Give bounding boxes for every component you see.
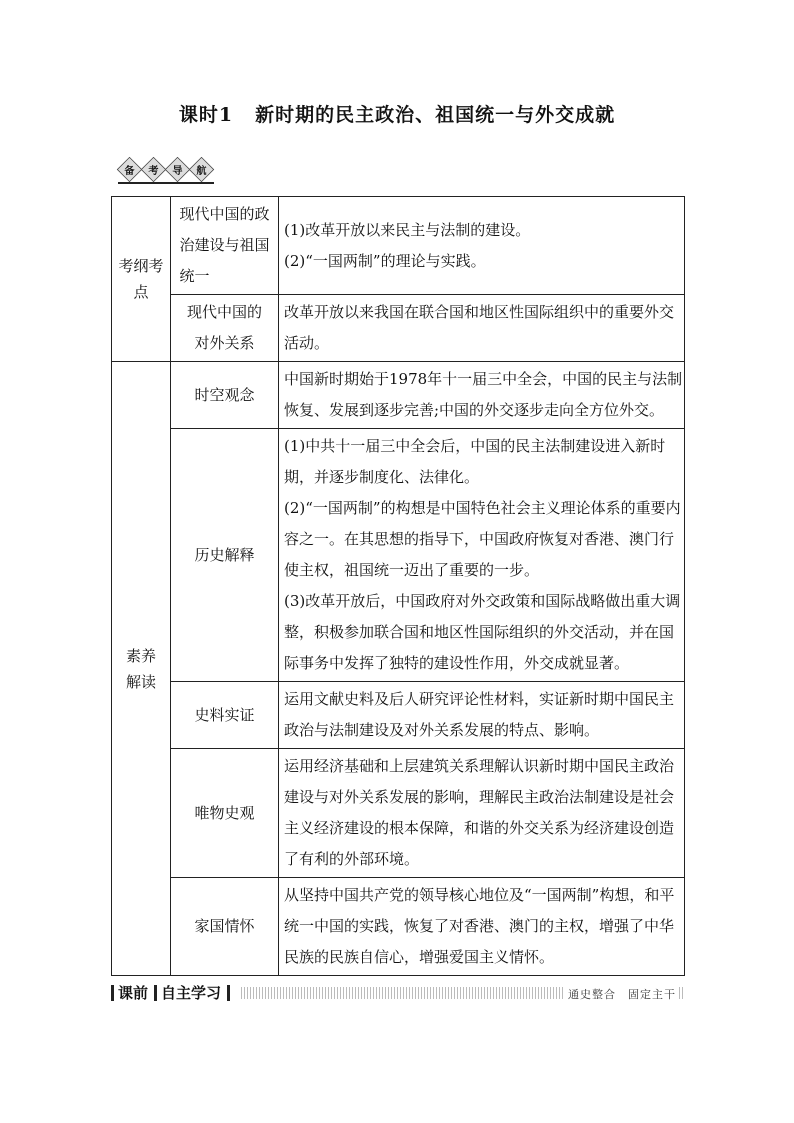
content-cell: (1)改革开放以来民主与法制的建设。 (2)“一国两制”的理论与实践。 [279, 197, 685, 295]
topic-cell: 家国情怀 [171, 878, 279, 976]
content-cell: 运用经济基础和上层建筑关系理解认识新时期中国民主政治建设与对外关系发展的影响，理解民主政治法制建设是社会主义经济建设的根本保障，和谐的外交关系为经济建设创造了有利的外部环境。 [279, 749, 685, 878]
lesson-title: 新时期的民主政治、祖国统一与外交成就 [255, 104, 616, 126]
syllabus-table [111, 196, 685, 976]
topic-cell: 史料实证 [171, 682, 279, 749]
nav-diamond: 考 [141, 157, 166, 182]
content-cell: 从坚持中国共产党的领导核心地位及“一国两制”构想，和平统一中国的实践，恢复了对香港、澳门的主权，增强了中华民族的民族自信心，增强爱国主义情怀。 [279, 878, 685, 976]
banner-label-b: 自主学习 [161, 984, 222, 1002]
table-row [112, 429, 685, 682]
content-cell: 运用文献史料及后人研究评论性材料，实证新时期中国民主政治与法制建设及对外关系发展的特点、影响。 [279, 682, 685, 749]
outline-label: 考纲考点 [112, 197, 171, 362]
nav-diamond: 备 [117, 157, 142, 182]
table-row [112, 197, 685, 295]
nav-diamond: 导 [165, 157, 190, 182]
exam-navigation-badge [118, 158, 214, 184]
content-cell: 中国新时期始于1978年十一届三中全会，中国的民主与法制恢复、发展到逐步完善;中国的外交逐步走向全方位外交。 [279, 362, 685, 429]
topic-cell: 现代中国的对外关系 [171, 295, 279, 362]
topic-cell: 历史解释 [171, 429, 279, 682]
page-title [0, 100, 794, 127]
topic-cell: 时空观念 [171, 362, 279, 429]
section-banner [111, 984, 685, 1001]
banner-label-a: 课前 [118, 984, 149, 1002]
table-row [112, 749, 685, 878]
content-cell: 改革开放以来我国在联合国和地区性国际组织中的重要外交活动。 [279, 295, 685, 362]
banner-label [111, 982, 234, 1003]
table-row [112, 878, 685, 976]
content-cell: (1)中共十一届三中全会后，中国的民主法制建设进入新时期，并逐步制度化、法律化。 (2)“一国两制”的构想是中国特色社会主义理论体系的重要内容之一。在其思想的指导下，中国政府恢复对香港、澳门行使主权，祖国统一迈出了重要的一步。 (3)改革开放后，中国政府对外交政策和国际战略做出重大调整，积极参加联合国和地区性国际组织的外交活动，并在国际事务中发挥了独特的建设性作用，外交成就显著。 [279, 429, 685, 682]
lesson-number: 课时1 [178, 104, 234, 126]
table-row [112, 295, 685, 362]
nav-diamond: 航 [189, 157, 214, 182]
table-row [112, 682, 685, 749]
table-row [112, 362, 685, 429]
topic-cell: 现代中国的政治建设与祖国统一 [171, 197, 279, 295]
literacy-label: 素养解读 [112, 362, 171, 976]
banner-right-text: 通史整合 固定主干 [565, 986, 679, 1002]
topic-cell: 唯物史观 [171, 749, 279, 878]
